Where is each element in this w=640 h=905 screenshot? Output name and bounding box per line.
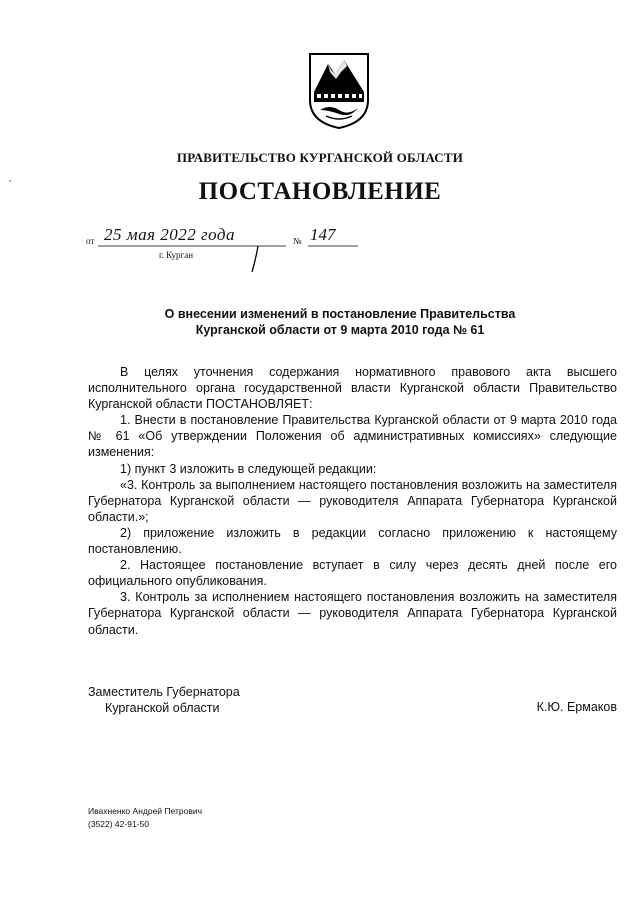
body-paragraph-subitem-2: 2) приложение изложить в редакции согласно приложению к настоящему постановлению.	[88, 525, 617, 557]
document-date: 25 мая 2022 года	[104, 225, 236, 244]
body-paragraph-preamble: В целях уточнения содержания нормативного правового акта высшего исполнительного органа государственной власти Курганской области Правительство Курганской области ПОСТАНОВЛЯЕТ:	[88, 365, 617, 412]
signatory-name: К.Ю. Ермаков	[536, 700, 617, 714]
body-paragraph-quote: «3. Контроль за выполнением настоящего постановления возложить на заместителя Губернатора Курганской области — руководителя Аппарата Губернатора Курганской области.»;	[88, 477, 617, 524]
body-paragraph-item-2: 2. Настоящее постановление вступает в силу через десять дней после его официального опубликования.	[88, 558, 617, 589]
signatory-position-line-1: Заместитель Губернатора	[88, 685, 240, 699]
subject-line-2: Курганской области от 9 марта 2010 года № 61	[195, 323, 485, 337]
signatory-position	[88, 684, 240, 716]
executor-phone: (3522) 42-91-50	[88, 819, 149, 829]
city-label: г. Курган	[159, 250, 194, 260]
from-label: от	[86, 236, 95, 246]
body-paragraph-subitem-1: 1) пункт 3 изложить в следующей редакции:	[120, 461, 377, 476]
body-paragraph-item-1: 1. Внести в постановление Правительства Курганской области от 9 марта 2010 года № 61 «Об утверждении Положения об административных комиссиях» следующие изменения:	[88, 413, 617, 460]
document-meta-row	[86, 226, 386, 274]
document-body	[88, 364, 617, 638]
executor-name: Ивахненко Андрей Петрович	[88, 806, 203, 816]
executor-info	[88, 805, 202, 831]
signatory-position-line-2: Курганской области	[105, 701, 220, 715]
coat-of-arms-icon	[308, 52, 370, 130]
body-paragraph-item-3: 3. Контроль за исполнением настоящего постановления возложить на заместителя Губернатора Курганской области — руководителя Аппарата Губернатора Курганской области.	[88, 590, 617, 637]
document-number: 147	[310, 225, 336, 244]
document-subject	[100, 306, 580, 338]
government-name: ПРАВИТЕЛЬСТВО КУРГАНСКОЙ ОБЛАСТИ	[176, 150, 464, 165]
document-type-title: ПОСТАНОВЛЕНИЕ	[198, 178, 442, 205]
number-label: №	[293, 236, 302, 246]
date-underlines	[86, 226, 386, 274]
subject-line-1: О внесении изменений в постановление Правительства	[164, 307, 516, 321]
